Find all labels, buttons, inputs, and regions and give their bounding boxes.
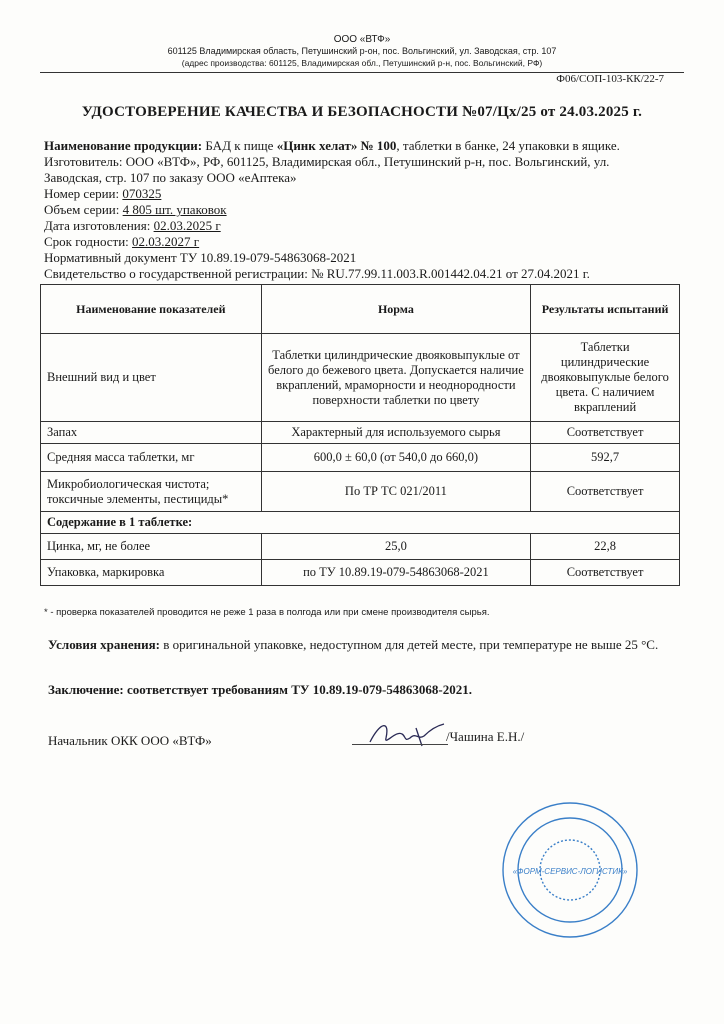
company-address: 601125 Владимирская область, Петушинский р-он, пос. Вольгинский, ул. Заводская, стр. 107 xyxy=(167,46,557,56)
table-row xyxy=(41,472,680,512)
header-name: Наименование показателей xyxy=(41,285,262,334)
row-norm: по ТУ 10.89.19-079-54863068-2021 xyxy=(261,560,530,586)
row-norm: По ТР ТС 021/2011 xyxy=(261,472,530,512)
expiry-value: 02.03.2027 г xyxy=(132,234,200,249)
storage-conditions xyxy=(48,636,678,653)
row-norm: 600,0 ± 60,0 (от 540,0 до 660,0) xyxy=(261,444,530,472)
conclusion: Заключение: соответствует требованиям ТУ 10.89.19-079-54863068-2021. xyxy=(48,682,472,697)
storage-text: в оригинальной упаковке, недоступном для детей месте, при температуре не выше 25 °С. xyxy=(160,637,659,652)
row-result: 592,7 xyxy=(531,444,680,472)
signer-name: /Чашина Е.Н./ xyxy=(446,729,525,744)
registration-line: Свидетельство о государственной регистрации: № RU.77.99.11.003.R.001442.04.21 от 27.04.2021 г. xyxy=(44,266,590,281)
document-title: УДОСТОВЕРЕНИЕ КАЧЕСТВА И БЕЗОПАСНОСТИ №07/Цх/25 от 24.03.2025 г. xyxy=(81,104,643,120)
row-norm: Таблетки цилиндрические двояковыпуклые от белого до бежевого цвета. Допускается наличие вкраплений, мраморности и неоднородности поверхности таблетки по цвету xyxy=(261,334,530,422)
volume-value: 4 805 шт. упаковок xyxy=(122,202,227,217)
manufacturer-line1: Изготовитель: ООО «ВТФ», РФ, 601125, Владимирская обл., Петушинский р-н, пос. Вольгинский, ул. xyxy=(44,154,610,169)
production-address: (адрес производства: 601125, Владимирская обл., Петушинский р-н, пос. Вольгинский, РФ) xyxy=(181,58,543,68)
row-name: Упаковка, маркировка xyxy=(41,560,262,586)
row-result: Соответствует xyxy=(531,560,680,586)
row-result: Соответствует xyxy=(531,422,680,444)
batch-line: Номер серии: 070325 xyxy=(44,186,162,201)
signature-line xyxy=(352,744,448,745)
storage-label: Условия хранения: xyxy=(48,637,161,652)
table-row xyxy=(41,534,680,560)
table-row xyxy=(41,560,680,586)
header-result: Результаты испытаний xyxy=(531,285,680,334)
table-row xyxy=(41,334,680,422)
section-label: Содержание в 1 таблетке: xyxy=(41,512,680,534)
volume-line: Объем серии: 4 805 шт. упаковок xyxy=(44,202,227,217)
row-name: Запах xyxy=(41,422,262,444)
row-result: Соответствует xyxy=(531,472,680,512)
date-value: 02.03.2025 г xyxy=(153,218,221,233)
table-row xyxy=(41,422,680,444)
row-result: Таблетки цилиндрические двояковыпуклые белого цвета. С наличием вкраплений xyxy=(531,334,680,422)
normative-line: Нормативный документ ТУ 10.89.19-079-54863068-2021 xyxy=(44,250,357,265)
quality-table xyxy=(40,284,680,586)
row-name: Внешний вид и цвет xyxy=(41,334,262,422)
signature-icon xyxy=(366,716,452,752)
table-header-row xyxy=(41,285,680,334)
product-line: Наименование продукции: БАД к пище «Цинк хелат» № 100, таблетки в банке, 24 упаковки в ящике. xyxy=(44,138,620,153)
row-result: 22,8 xyxy=(531,534,680,560)
row-norm: 25,0 xyxy=(261,534,530,560)
date-line: Дата изготовления: 02.03.2025 г xyxy=(44,218,221,233)
signer-position: Начальник ОКК ООО «ВТФ» xyxy=(48,733,212,748)
row-norm: Характерный для используемого сырья xyxy=(261,422,530,444)
form-code: Ф06/СОП-103-КК/22-7 xyxy=(556,73,664,85)
stamp-icon xyxy=(500,800,640,940)
row-name: Цинка, мг, не более xyxy=(41,534,262,560)
header-norm: Норма xyxy=(261,285,530,334)
expiry-line: Срок годности: 02.03.2027 г xyxy=(44,234,200,249)
footnote: * - проверка показателей проводится не реже 1 раза в полгода или при смене производителя сырья. xyxy=(44,607,490,618)
batch-value: 070325 xyxy=(122,186,162,201)
company-name: ООО «ВТФ» xyxy=(333,34,391,45)
section-row xyxy=(41,512,680,534)
row-name: Средняя масса таблетки, мг xyxy=(41,444,262,472)
table-row xyxy=(41,444,680,472)
stamp-text: «ФОРМ-СЕРВИС-ЛОГИСТИК» xyxy=(512,867,628,876)
product-info xyxy=(44,138,684,282)
manufacturer-line2: Заводская, стр. 107 по заказу ООО «еАптека» xyxy=(44,170,297,185)
row-name: Микробиологическая чистота; токсичные элементы, пестициды* xyxy=(41,472,262,512)
